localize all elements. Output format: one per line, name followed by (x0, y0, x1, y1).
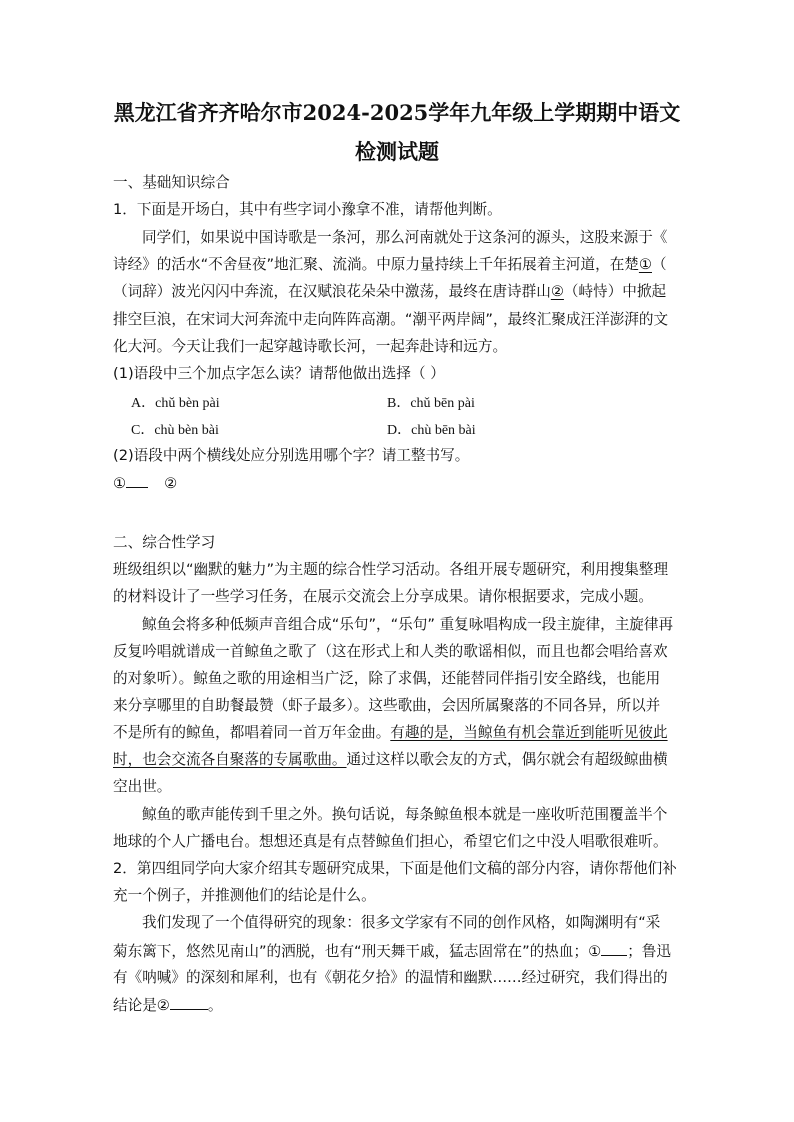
q2-text: 结论是 (113, 997, 157, 1014)
q2-passage-line: 我们发现了一个值得研究的现象：很多文学家有不同的创作风格，如陶渊明有“采 (142, 914, 661, 931)
passage-text: （峙恃）中掀起 (563, 283, 667, 300)
option-d[interactable]: D．chù bēn bài (387, 423, 476, 438)
blank-marker-c2: ② (156, 997, 170, 1014)
underlined-sentence: 时，也会交流各自聚落的专属歌曲。 (113, 751, 347, 768)
whale2-line: 鲸鱼的歌声能传到千里之外。换句话说，每条鲸鱼根本就是一座收听范围覆盖半个 (142, 806, 668, 823)
sub-question-2: (2)语段中两个横线处应分别选用哪个字？请工整书写。 (113, 447, 470, 464)
whale-line: 鲸鱼会将多种低频声音组合成“乐句”，“乐句” 重复咏唱构成一段主旋律，主旋律再 (142, 616, 674, 633)
intro-line: 班级组织以“幽默的魅力”为主题的综合性学习活动。各组开展专题研究，利用搜集整理 (113, 561, 669, 578)
whale-line (113, 750, 693, 770)
passage-text: 诗经》的活水“不舍昼夜”地汇聚、流淌。中原力量持续上千年拓展着主河道，在楚 (113, 256, 639, 273)
q2-passage-line (113, 941, 693, 962)
example-blank[interactable] (601, 941, 627, 956)
option-a[interactable]: A．chǔ bèn pài (131, 396, 220, 411)
whale-line: 的对象听）。鲸鱼之歌的用途相当广泛，除了求偶，还能替同伴指引安全路线，也能用 (113, 670, 661, 687)
passage-line (113, 282, 693, 302)
passage-line: 排空巨浪，在宋词大河奔流中走向阵阵高潮。“潮平两岸阔”，最终汇聚成汪洋澎湃的文 (113, 311, 669, 328)
whale-line: 空出世。 (113, 778, 172, 795)
q2-text: ；鲁迅 (627, 943, 671, 960)
answer-blank-1[interactable] (126, 473, 148, 488)
blank-marker-1: ① (638, 256, 652, 273)
question-2-stem: 充一个例子，并推测他们的结论是什么。 (113, 887, 376, 904)
q2-text: 。 (207, 997, 223, 1014)
question-1-stem: 1．下面是开场白，其中有些字词小豫拿不准，请帮他判断。 (113, 201, 502, 218)
underlined-sentence: 有趣的是，当鲸鱼有机会靠近到能听见彼此 (390, 724, 668, 741)
section-heading-comprehensive: 二、综合性学习 (113, 534, 216, 551)
blank-marker-2: ② (550, 283, 564, 300)
q2-passage-line (113, 995, 693, 1016)
whale-text: 不是所有的鲸鱼，都唱着同一首万年金曲。 (113, 724, 391, 741)
passage-line (113, 255, 693, 275)
page-title: 黑龙江省齐齐哈尔市2024-2025学年九年级上学期期中语文 (113, 100, 681, 125)
intro-line: 的材料设计了一些学习任务，在展示交流会上分享成果。请你根据要求，完成小题。 (113, 588, 653, 605)
q2-text: 菊东篱下，悠然见南山”的洒脱，也有“刑天舞干戚，猛志固常在”的热血； (113, 943, 589, 960)
passage-line: 化大河。今天让我们一起穿越诗歌长河，一起奔赴诗和远方。 (113, 338, 508, 355)
sub-question-1: (1)语段中三个加点字怎么读？请帮他做出选择（ ） (113, 365, 445, 382)
answer-marker-2: ② (164, 475, 178, 492)
option-b[interactable]: B．chǔ bēn pài (387, 396, 475, 411)
whale-line: 反复吟唱就谱成一首鲸鱼之歌了（这在形式上和人类的歌谣相似，而且也都会唱给喜欢 (113, 643, 668, 660)
whale-line (113, 723, 693, 743)
whale-line: 来分享哪里的自助餐最赞（虾子最多）。这些歌曲，会因所属聚落的不同各异，所以并 (113, 697, 661, 714)
option-c[interactable]: C．chù bèn bài (131, 423, 219, 438)
passage-line: 同学们，如果说中国诗歌是一条河，那么河南就处于这条河的源头，这股来源于《 (142, 229, 668, 246)
page-subtitle: 检测试题 (355, 139, 439, 164)
section-heading-basic: 一、基础知识综合 (113, 174, 230, 191)
answer-line (113, 473, 693, 494)
answer-marker-1: ① (113, 475, 127, 492)
q2-passage-line: 有《呐喊》的深刻和犀利，也有《朝花夕拾》的温情和幽默……经过研究，我们得出的 (113, 969, 668, 986)
whale-text: 通过这样以歌会友的方式，偶尔就会有超级鲸曲横 (346, 751, 668, 768)
question-2-stem: 2．第四组同学向大家介绍其专题研究成果，下面是他们文稿的部分内容，请你帮他们补 (113, 860, 677, 877)
whale2-line: 地球的个人广播电台。想想还真是有点替鲸鱼们担心，希望它们之中没人唱歌很难听。 (113, 833, 668, 850)
conclusion-blank[interactable] (170, 995, 208, 1010)
passage-text: （ (652, 256, 667, 273)
passage-text: （词辞）波光闪闪中奔流，在汉赋浪花朵朵中激荡，最终在唐诗群山 (113, 283, 551, 300)
blank-marker-c1: ① (588, 943, 602, 960)
